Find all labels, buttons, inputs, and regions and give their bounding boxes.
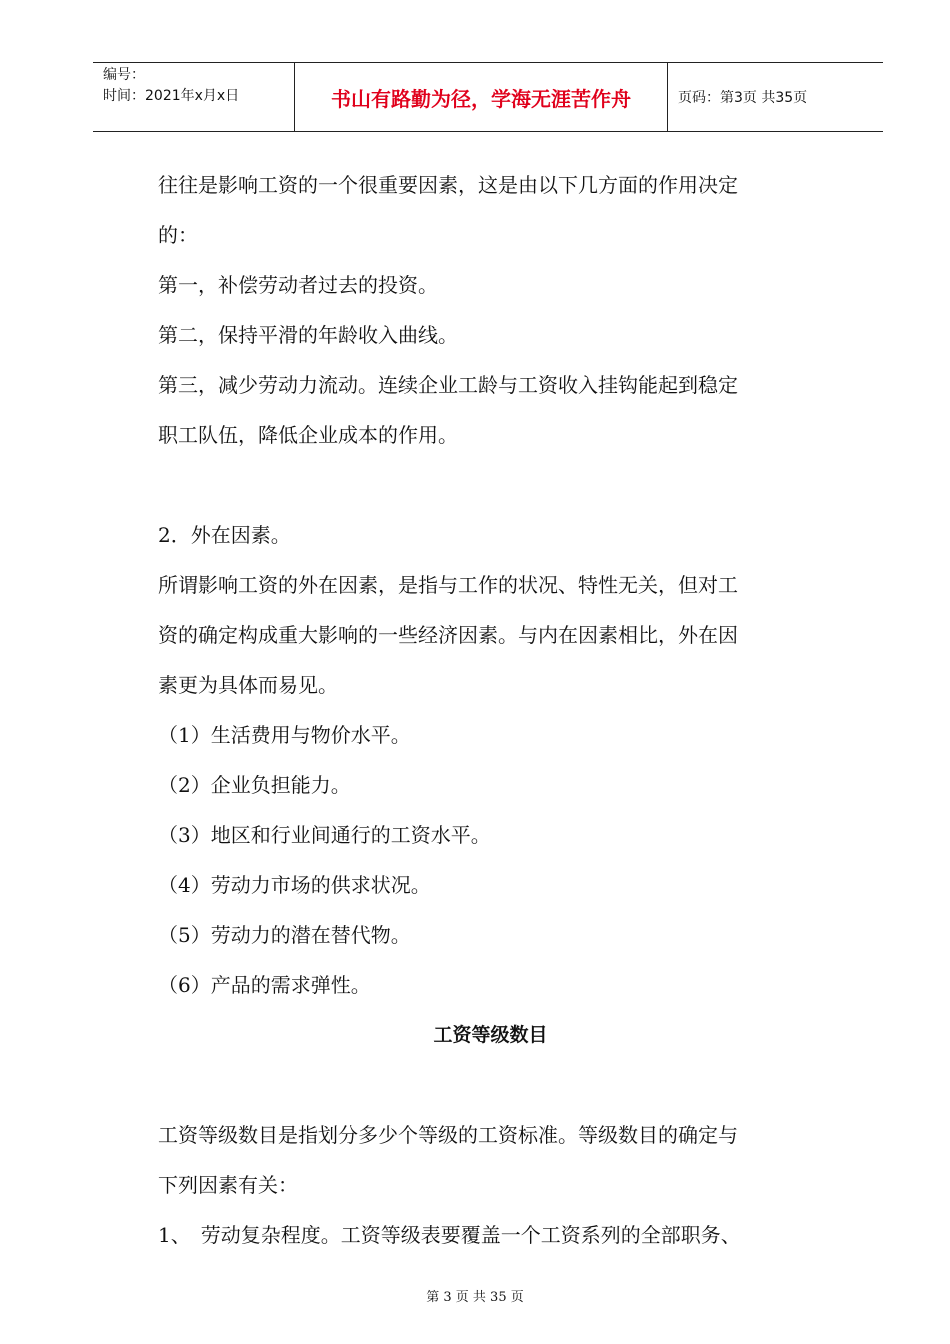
document-number-label: 编号： (103, 67, 145, 83)
paragraph-line: 职工队伍，降低企业成本的作用。 (158, 423, 458, 447)
paragraph-line: 资的确定构成重大影响的一些经济因素。与内在因素相比，外在因 (158, 623, 738, 647)
paragraph-line: 所谓影响工资的外在因素，是指与工作的状况、特性无关，但对工 (158, 573, 738, 597)
list-item: （4）劳动力市场的供求状况。 (158, 873, 431, 897)
list-item: （1）生活费用与物价水平。 (158, 723, 411, 747)
list-item: （2）企业负担能力。 (158, 773, 351, 797)
document-body (158, 160, 823, 1260)
paragraph-line: 第一，补偿劳动者过去的投资。 (158, 273, 438, 297)
blank-line (158, 460, 823, 510)
paragraph-line: 素更为具体而易见。 (158, 673, 338, 697)
header-page-info: 页码：第3页 共35页 (678, 90, 808, 106)
section-heading-line: 2．外在因素。 (158, 523, 291, 547)
paragraph-line: 的： (158, 223, 198, 247)
paragraph-line: 第三，减少劳动力流动。连续企业工龄与工资收入挂钩能起到稳定 (158, 373, 738, 397)
blank-line (158, 1060, 823, 1110)
header-page-cell (668, 63, 883, 131)
paragraph-line: 工资等级数目是指划分多少个等级的工资标准。等级数目的确定与 (158, 1123, 738, 1147)
list-item: （3）地区和行业间通行的工资水平。 (158, 823, 491, 847)
list-item: 1、 劳动复杂程度。工资等级表要覆盖一个工资系列的全部职务、 (158, 1223, 741, 1247)
document-time-label: 时间：2021年x月x日 (103, 88, 240, 104)
paragraph-line: 第二，保持平滑的年龄收入曲线。 (158, 323, 458, 347)
paragraph-line: 往往是影响工资的一个很重要因素，这是由以下几方面的作用决定 (158, 173, 738, 197)
section-title: 工资等级数目 (433, 1024, 548, 1046)
list-item: （5）劳动力的潜在替代物。 (158, 923, 411, 947)
header-motto-cell (295, 63, 668, 131)
page-footer: 第 3 页 共 35 页 (426, 1290, 524, 1305)
page-header (93, 62, 883, 132)
paragraph-line: 下列因素有关： (158, 1173, 298, 1197)
header-motto: 书山有路勤为径，学海无涯苦作舟 (331, 86, 631, 111)
header-info-cell (93, 63, 295, 131)
list-item: （6）产品的需求弹性。 (158, 973, 371, 997)
